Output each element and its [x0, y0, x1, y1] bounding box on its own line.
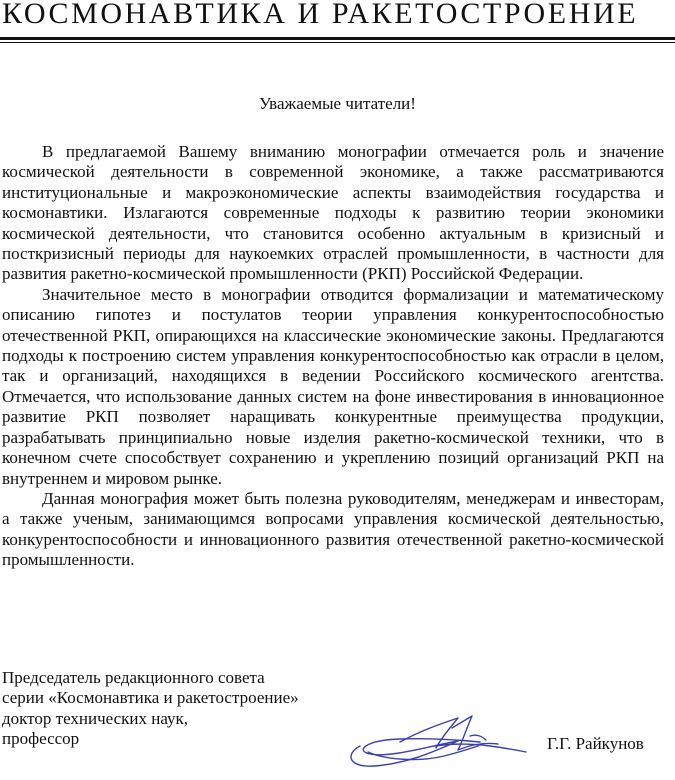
- paragraph: В предлагаемой Вашему вниманию монографии отмечается роль и значение космической деятельности в современной экономике, а также рассматриваются институциональные и макроэкономические аспекты взаимодействия государства и космонавтики. Излагаются современные подходы к развитию теории экономики космической деятельности, что становится особенно актуальным в кризисный и посткризисный периоды для наукоемких отраслей промышленности, в частности для развития ракетно-космической промышленности (РКП) Российской Федерации.: [2, 142, 664, 284]
- series-header: [0, 0, 675, 42]
- series-title: КОСМОНАВТИКА И РАКЕТОСТРОЕНИЕ: [2, 0, 639, 30]
- preface-body: [2, 142, 664, 571]
- signatory-degree: доктор технических наук,: [2, 708, 189, 728]
- signatory-position: Председатель редакционного совета: [2, 668, 265, 687]
- paragraph: Значительное место в монографии отводится формализации и математическому описанию гипотез и постулатов теории управления конкурентоспособностью отечественной РКП, опирающихся на классические экономические законы. Предлагаются подходы к построению систем управления конкурентоспособностью как отрасли в целом, так и организаций, находящихся в ведении Российского космического агентства. Отмечается, что использование данных систем на фоне инвестирования в инновационное развитие РКП позволяет наращивать конкурентные преимущества продукции, разрабатывать принципиально новые изделия ракетно-космической техники, что в конечном счете способствует сохранению и укреплению позиций организаций РКП на внутреннем и мировом рынке.: [2, 284, 664, 488]
- signer-name: Г.Г. Райкунов: [547, 734, 644, 753]
- header-rule-thin: [0, 42, 675, 43]
- greeting-heading: Уважаемые читатели!: [259, 94, 416, 113]
- signatory-rank: профессор: [2, 729, 80, 749]
- signatory-series: серии «Космонавтика и ракетостроение»: [2, 688, 299, 708]
- paragraph: Данная монография может быть полезна руководителям, менеджерам и инвесторам, а также ученым, занимающимся вопросами управления космической деятельностью, конкурентоспособности и инновационного развития отечественной ракетно-космической промышленности.: [2, 488, 664, 570]
- handwritten-signature: [340, 706, 540, 776]
- header-rule-thick: [0, 37, 675, 40]
